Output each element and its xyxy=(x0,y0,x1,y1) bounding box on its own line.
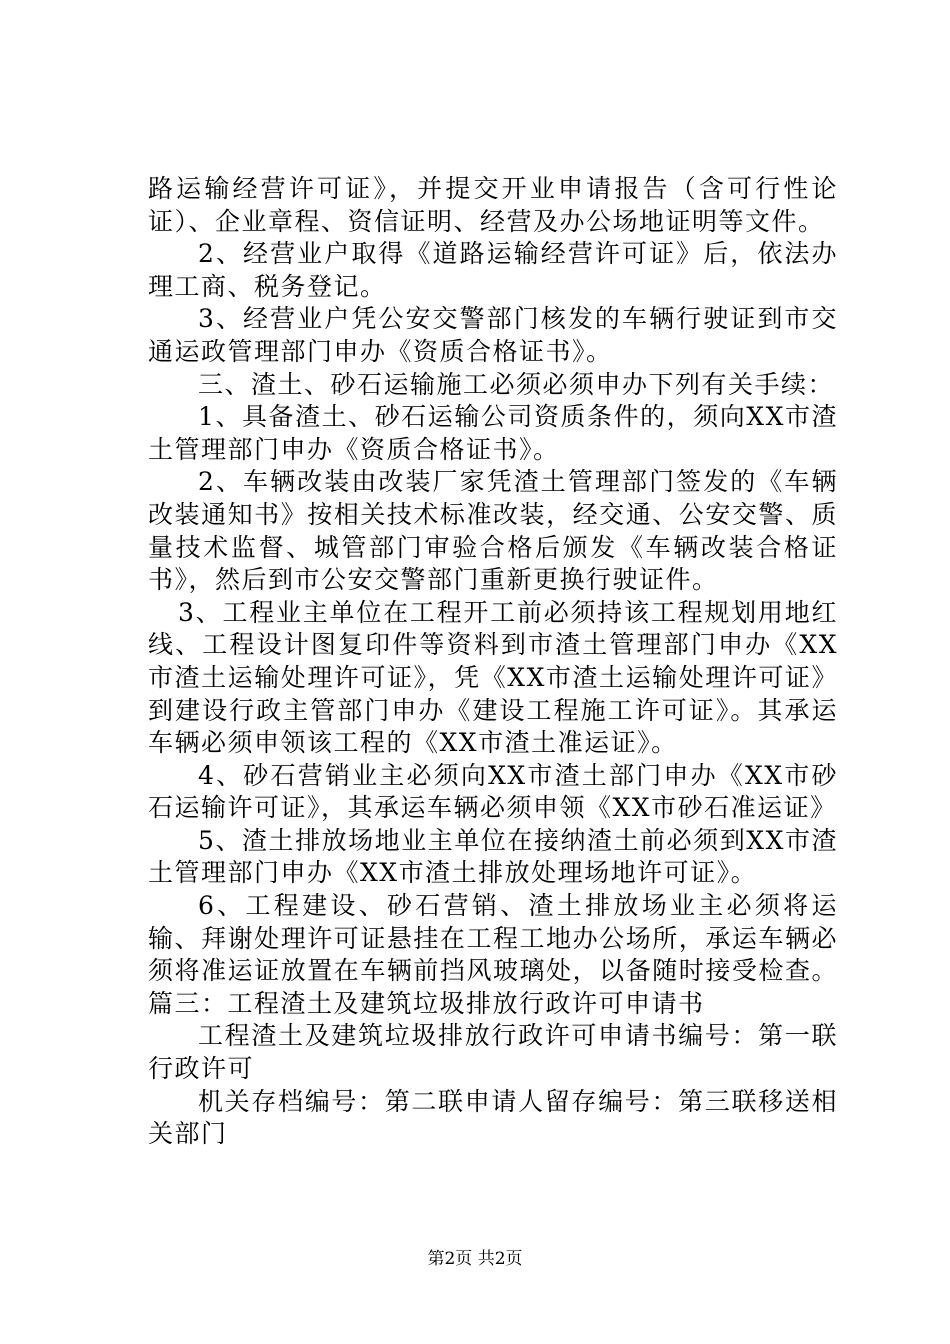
paragraph-section3-item-5: 5、渣土排放场地业主单位在接纳渣土前必须到XX市渣土管理部门申办《XX市渣土排放处理场地许可证》。 xyxy=(148,825,838,888)
paragraph-item-2: 2、经营业户取得《道路运输经营许可证》后，依法办理工商、税务登记。 xyxy=(148,239,838,301)
paragraph-section3-item-1: 1、具备渣土、砂石运输公司资质条件的，须向XX市渣土管理部门申办《资质合格证书》。 xyxy=(148,402,838,464)
paragraph-item-3: 3、经营业户凭公安交警部门核发的车辆行驶证到市交通运政管理部门申办《资质合格证书》。 xyxy=(148,304,838,366)
paragraph-section3-item-3: 3、工程业主单位在工程开工前必须持该工程规划用地红线、工程设计图复印件等资料到市渣土管理部门申办《XX市渣土运输处理许可证》，凭《XX市渣土运输处理许可证》到建设行政主管部门申办《建设工程施工许可证》。其承运车辆必须申领该工程的《XX市渣土准运证》。 xyxy=(148,597,838,758)
paragraph-application-numbers: 机关存档编号：第二联申请人留存编号：第三联移送相关部门 xyxy=(148,1086,838,1149)
paragraph-section3-item-4: 4、砂石营销业主必须向XX市渣土部门申办《XX市砂石运输许可证》，其承运车辆必须申领《XX市砂石准运证》 xyxy=(148,760,838,823)
paragraph-section3-item-2: 2、车辆改装由改装厂家凭渣土管理部门签发的《车辆改装通知书》按相关技术标准改装，经交通、公安交警、质量技术监督、城管部门审验合格后颁发《车辆改装合格证书》，然后到市公安交警部门重新更换行驶证件。 xyxy=(148,467,838,595)
document-body xyxy=(148,173,838,1151)
paragraph-section3-item-6: 6、工程建设、砂石营销、渣土排放场业主必须将运输、拜谢处理许可证悬挂在工程工地办公场所，承运车辆必须将准运证放置在车辆前挡风玻璃处，以备随时接受检查。篇三：工程渣土及建筑垃圾排放行政许可申请书 xyxy=(148,891,838,1018)
paragraph-continuation: 路运输经营许可证》，并提交开业申请报告（含可行性论证）、企业章程、资信证明、经营及办公场地证明等文件。 xyxy=(148,174,838,236)
section-heading-three: 三、渣土、砂石运输施工必须必须申办下列有关手续： xyxy=(198,369,835,399)
paragraph-application-title: 工程渣土及建筑垃圾排放行政许可申请书编号：第一联行政许可 xyxy=(148,1021,838,1084)
page-footer: 第2页 共2页 xyxy=(427,1249,523,1269)
